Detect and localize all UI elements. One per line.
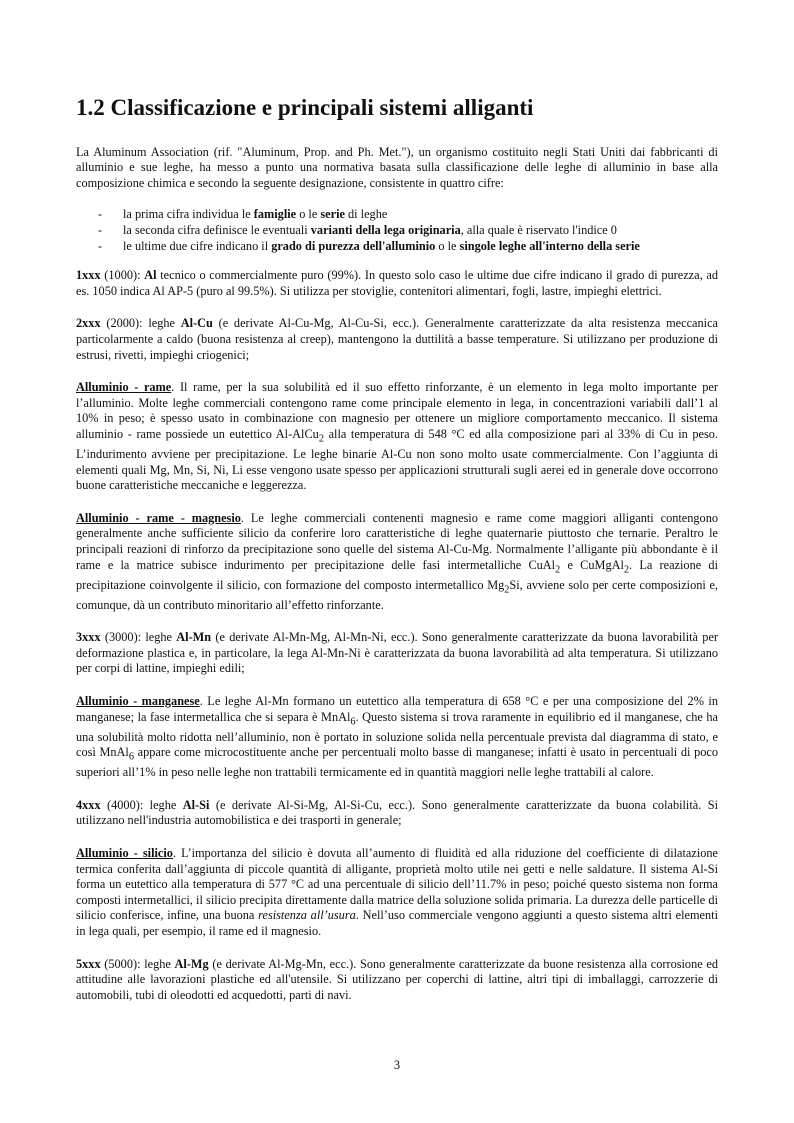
digit-list [76, 207, 718, 254]
al-si-paragraph: Alluminio - silicio. L’importanza del silicio è dovuta all’aumento di fluidità ed alla riduzione del coefficiente di dilatazione termica conferita dall’aggiunta di piccole quantità di alligante, proprietà molto utile nei getti e nelle saldature. Il sistema Al-Si forma un eutettico alla temperatura di 577 °C ad una percentuale di silicio dell’11.7% in peso; poiché questo sistema non forma composti intermetallici, il silicio precipita direttamente dalla matrice della soluzione solida primaria. La durezza delle particelle di silicio conferisce, infine, una buona resistenza all’usura. Nell’uso commerciale vengono aggiunti a questo sistema altri elementi in lega quali, per esempio, il rame ed il magnesio. [76, 846, 718, 939]
series-4xxx-paragraph: 4xxx (4000): leghe Al-Si (e derivate Al-Si-Mg, Al-Si-Cu, ecc.). Sono generalmente caratterizzate da buona colabilità. Si utilizzano nell'industria automobilistica e dei trasporti in generale; [76, 797, 718, 828]
section-number: 1.2 [76, 95, 105, 120]
al-mn-paragraph: Alluminio - manganese. Le leghe Al-Mn formano un eutettico alla temperatura di 658 °C e per una composizione del 2% in manganese; la fase intermetallica che si separa è MnAl$_6$. Questo sistema si trova raramente in equilibrio ed il manganese, che ha una solubilità molto ridotta nell’alluminio, non è portato in soluzione solida nella percentuale prevista dal diagramma di stato, e così MnAl$_6$ appare come microcostituente anche per percentuali molto basse di manganese; infatti è usato in percentuali di poco superiori all’1% in peso nelle leghe non trattabili termicamente ed in quantità maggiori nelle leghe trattabili al calore. [76, 693, 718, 780]
intro-paragraph: La Aluminum Association (rif. "Aluminum, Prop. and Ph. Met."), un organismo costituito negli Stati Uniti dai fabbricanti di alluminio e sue leghe, ha messo a punto una normativa basata sulla classificazione delle leghe di alluminio in base alla composizione chimica e secondo la seguente designazione, consistente in quattro cifre: [76, 144, 718, 190]
list-item: - le ultime due cifre indicano il grado di purezza dell'alluminio o le singole leghe all'interno della serie [98, 238, 640, 253]
series-5xxx-paragraph: 5xxx (5000): leghe Al-Mg (e derivate Al-Mg-Mn, ecc.). Sono generalmente caratterizzate da buone resistenza alla corrosione ed attitudine alle lavorazioni plastiche ed all'utensile. Si utilizzano per coperchi di lattine, altri tipi di imballaggi, carrozzerie di automobili, tubi di oleodotti ed acquedotti, parti di navi. [76, 956, 718, 1002]
section-title: Classificazione e principali sistemi alliganti [110, 95, 534, 120]
al-cu-mg-paragraph: Alluminio - rame - magnesio. Le leghe commerciali contenenti magnesio e rame come maggiori alliganti contengono generalmente anche sufficiente silicio da conferire loro caratteristiche di leghe quaternarie piuttosto che ternarie. Peraltro le principali reazioni di rinforzo da precipitazione sono quelle del sistema Al-Cu-Mg. Normalmente l’alligante più abbondante è il rame e la matrice subisce indurimento per precipitazione delle fasi intermetalliche CuAl$_2$ e CuMgAl$_2$. La reazione di precipitazione coinvolgente il silicio, con formazione del composto intermetallico $Mg_2Si$, avviene solo per certe composizioni e, comunque, dà un contributo minoritario all’effetto rinforzante. [76, 510, 719, 612]
section-heading [76, 94, 718, 122]
list-item: - la prima cifra individua le famiglie o le serie di leghe [98, 207, 388, 222]
page-number: 3 [393, 1058, 401, 1072]
series-1xxx-paragraph: 1xxx (1000): Al tecnico o commercialmente puro (99%). In questo solo caso le ultime due cifre indicano il grado di purezza, ad es. 1050 indica Al AP-5 (puro al 99.5%). Si utilizza per stoviglie, contenitori alimentari, fogli, lastre, impieghi elettrici. [76, 268, 718, 298]
page-content [76, 94, 718, 1020]
series-3xxx-paragraph: 3xxx (3000): leghe Al-Mn (e derivate Al-Mn-Mg, Al-Mn-Ni, ecc.). Sono generalmente caratterizzate da buona lavorabilità per deformazione plastica e, in particolare, la lega Al-Mn-Ni è caratterizzata da buona lavorabilità ad alta temperatura. Si utilizzano per corpi di lattine, impieghi edili; [76, 630, 718, 676]
series-2xxx-paragraph: 2xxx (2000): leghe Al-Cu (e derivate Al-Cu-Mg, Al-Cu-Si, ecc.). Generalmente caratterizzate da alta resistenza meccanica particolarmente a caldo (buona resistenza al creep), mantengono la duttilità a basse temperature. Si utilizzano per produzione di estrusi, rivetti, impieghi criogenici; [76, 316, 718, 362]
list-item: - la seconda cifra definisce le eventuali varianti della lega originaria, alla quale è riservato l'indice 0 [98, 222, 617, 237]
al-cu-paragraph: Alluminio - rame. Il rame, per la sua solubilità ed il suo effetto rinforzante, è un elemento in lega molto importante per l’alluminio. Molte leghe commerciali contengono rame come principale elemento in lega, in concentrazioni variabili dall’1 al 10% in peso; è spesso usato in combinazione con magnesio per ottenere un migliore comportamento meccanico. Il sistema alluminio - rame possiede un eutettico Al-AlCu$_2$ alla temperatura di 548 °C ed alla composizione pari al 33% di Cu in peso. L’indurimento avviene per precipitazione. Le leghe binarie Al-Cu non sono molto usate commercialmente. Con l’aggiunta di elementi quali Mg, Mn, Si, Ni, Li esse vengono usate spesso per applicazioni strutturali sugli aerei ed in generale dove occorrono buone caratteristiche meccaniche e leggerezza. [76, 380, 719, 493]
